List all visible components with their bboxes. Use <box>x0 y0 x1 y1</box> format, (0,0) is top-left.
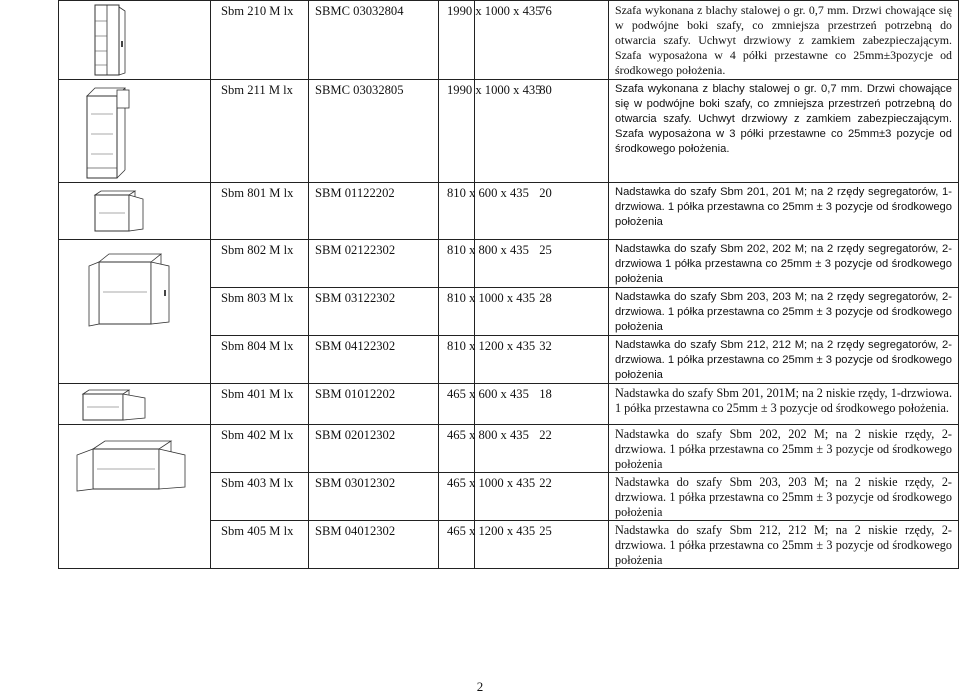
cabinet-illustration <box>71 435 197 495</box>
product-code: SBM 03122302 <box>309 288 439 336</box>
product-code: SBMC 03032805 <box>309 80 439 183</box>
product-code: SBMC 03032804 <box>309 1 439 80</box>
product-dimensions: 810 x 800 x 435 <box>439 240 475 288</box>
product-image-cell <box>59 183 211 240</box>
product-quantity: 25 <box>475 240 609 288</box>
cabinet-illustration <box>85 250 185 332</box>
product-code: SBM 02012302 <box>309 425 439 473</box>
product-quantity: 76 <box>475 1 609 80</box>
product-dimensions: 465 x 1200 x 435 <box>439 521 475 569</box>
product-image-cell <box>59 425 211 569</box>
page-number: 2 <box>476 679 484 694</box>
product-dimensions: 810 x 1000 x 435 <box>439 288 475 336</box>
product-description: Nadstawka do szafy Sbm 203, 203 M; na 2 rzędy segregatorów, 2-drzwiowa. 1 półka przestawna co 25mm ± 3 pozycje od środkowego położenia <box>609 288 959 336</box>
product-name: Sbm 804 M lx <box>211 336 309 384</box>
product-name: Sbm 802 M lx <box>211 240 309 288</box>
table-row <box>59 1 959 80</box>
product-quantity: 20 <box>475 183 609 240</box>
cabinet-illustration <box>93 3 127 77</box>
product-description: Nadstawka do szafy Sbm 203, 203 M; na 2 niskie rzędy, 2-drzwiowa. 1 półka przestawna co 25mm ± 3 pozycje od środkowego położenia <box>609 473 959 521</box>
product-description: Nadstawka do szafy Sbm 201, 201M; na 2 niskie rzędy, 1-drzwiowa. 1 półka przestawna co 25mm ± 3 pozycje od środkowego położenia. <box>609 384 959 425</box>
table-row <box>59 384 959 425</box>
product-dimensions: 1990 x 1000 x 435 <box>439 1 475 80</box>
product-dimensions: 1990 x 1000 x 435 <box>439 80 475 183</box>
product-image-cell <box>59 240 211 384</box>
product-code: SBM 01122202 <box>309 183 439 240</box>
product-description: Nadstawka do szafy Sbm 202, 202 M; na 2 niskie rzędy, 2-drzwiowa. 1 półka przestawna co 25mm ± 3 pozycje od środkowego położenia <box>609 425 959 473</box>
product-dimensions: 465 x 600 x 435 <box>439 384 475 425</box>
product-description: Szafa wykonana z blachy stalowej o gr. 0,7 mm. Drzwi chowające się w podwójne boki szafy, co zmniejsza przestrzeń potrzebną do otwarcia szafy. Uchwyt drzwiowy z zamkiem zabezpieczającym. Szafa wyposażona w 3 półki przestawne co 25mm±3 pozycje od środkowego położenia. <box>609 80 959 183</box>
product-description: Nadstawka do szafy Sbm 201, 201 M; na 2 rzędy segregatorów, 1-drzwiowa. 1 półka przestawna co 25mm ± 3 pozycje od środkowego położenia <box>609 183 959 240</box>
product-quantity: 22 <box>475 473 609 521</box>
product-name: Sbm 211 M lx <box>211 80 309 183</box>
product-table <box>58 0 959 569</box>
product-code: SBM 02122302 <box>309 240 439 288</box>
product-description: Nadstawka do szafy Sbm 202, 202 M; na 2 rzędy segregatorów, 2-drzwiowa 1 półka przestawna co 25mm ± 3 pozycje od środkowego położenia <box>609 240 959 288</box>
product-quantity: 28 <box>475 288 609 336</box>
product-quantity: 22 <box>475 425 609 473</box>
product-quantity: 32 <box>475 336 609 384</box>
product-name: Sbm 801 M lx <box>211 183 309 240</box>
product-name: Sbm 210 M lx <box>211 1 309 80</box>
product-code: SBM 03012302 <box>309 473 439 521</box>
product-dimensions: 810 x 1200 x 435 <box>439 336 475 384</box>
product-quantity: 25 <box>475 521 609 569</box>
cabinet-illustration <box>79 388 153 422</box>
product-quantity: 80 <box>475 80 609 183</box>
product-quantity: 18 <box>475 384 609 425</box>
product-name: Sbm 403 M lx <box>211 473 309 521</box>
table-row <box>59 183 959 240</box>
product-image-cell <box>59 384 211 425</box>
product-name: Sbm 803 M lx <box>211 288 309 336</box>
cabinet-illustration <box>83 84 135 180</box>
product-description: Nadstawka do szafy Sbm 212, 212 M; na 2 niskie rzędy, 2-drzwiowa. 1 półka przestawna co 25mm ± 3 pozycje od środkowego położenia <box>609 521 959 569</box>
product-name: Sbm 405 M lx <box>211 521 309 569</box>
product-description: Szafa wykonana z blachy stalowej o gr. 0,7 mm. Drzwi chowające się w podwójne boki szafy, co zmniejsza przestrzeń potrzebną do otwarcia szafy. Uchwyt drzwiowy z zamkiem zabezpieczającym. Szafa wyposażona w 4 półki przestawne co 25mm±3pozycje od środkowego położenia. <box>609 1 959 80</box>
product-description: Nadstawka do szafy Sbm 212, 212 M; na 2 rzędy segregatorów, 2-drzwiowa. 1 półka przestawna co 25mm ± 3 pozycje od środkowego położenia <box>609 336 959 384</box>
product-name: Sbm 402 M lx <box>211 425 309 473</box>
table-row <box>59 425 959 473</box>
product-image-cell <box>59 80 211 183</box>
product-code: SBM 04122302 <box>309 336 439 384</box>
table-row <box>59 240 959 288</box>
product-image-cell <box>59 1 211 80</box>
product-code: SBM 01012202 <box>309 384 439 425</box>
product-name: Sbm 401 M lx <box>211 384 309 425</box>
table-row <box>59 80 959 183</box>
product-code: SBM 04012302 <box>309 521 439 569</box>
cabinet-illustration <box>93 189 147 233</box>
product-dimensions: 465 x 1000 x 435 <box>439 473 475 521</box>
product-dimensions: 465 x 800 x 435 <box>439 425 475 473</box>
product-dimensions: 810 x 600 x 435 <box>439 183 475 240</box>
